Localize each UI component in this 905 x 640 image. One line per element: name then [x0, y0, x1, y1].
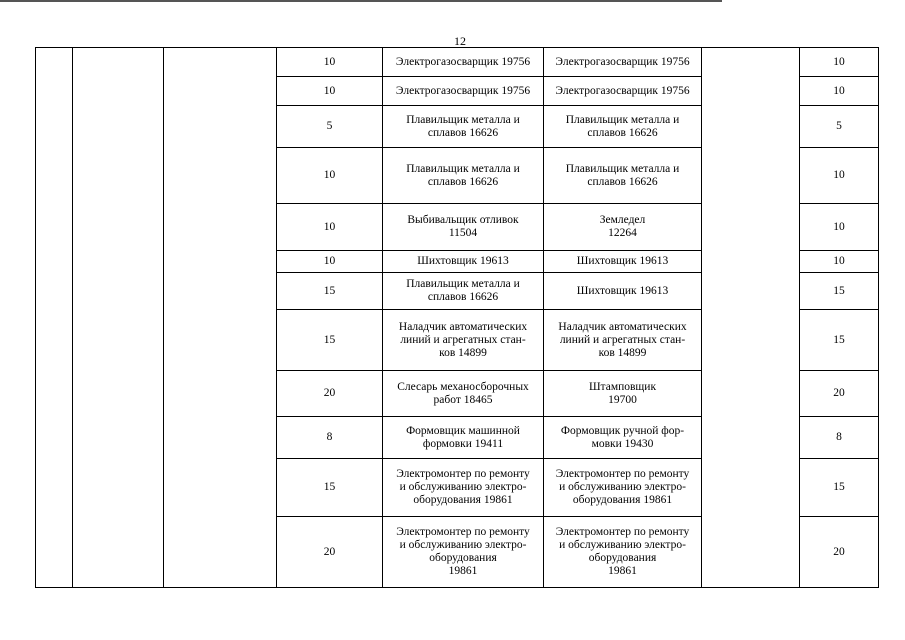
profession-to-cell: Плавильщик металла и сплавов 16626: [544, 148, 702, 204]
scan-top-edge-line: [0, 0, 722, 2]
table-body: [36, 48, 879, 588]
profession-to-cell: Плавильщик металла и сплавов 16626: [544, 106, 702, 148]
empty-merged-column-1: [36, 48, 73, 588]
quantity-right-cell: 10: [800, 251, 879, 273]
staffing-table: [35, 47, 879, 588]
quantity-cell: 10: [277, 251, 383, 273]
profession-from-cell: Плавильщик металла и сплавов 16626: [383, 106, 544, 148]
quantity-cell: 5: [277, 106, 383, 148]
profession-from-cell: Электрогазосварщик 19756: [383, 77, 544, 106]
table-row: [36, 48, 879, 77]
profession-to-cell: Наладчик автоматических линий и агрегатных стан- ков 14899: [544, 310, 702, 371]
profession-to-cell: Штамповщик 19700: [544, 371, 702, 417]
quantity-right-cell: 15: [800, 273, 879, 310]
profession-to-cell: Формовщик ручной фор- мовки 19430: [544, 417, 702, 459]
quantity-cell: 15: [277, 273, 383, 310]
quantity-cell: 20: [277, 517, 383, 588]
quantity-cell: 10: [277, 204, 383, 251]
profession-to-cell: Электромонтер по ремонту и обслуживанию электро- оборудования 19861: [544, 517, 702, 588]
empty-merged-column-3: [164, 48, 277, 588]
page-number: 12: [454, 34, 466, 48]
profession-from-cell: Выбивальщик отливок 11504: [383, 204, 544, 251]
quantity-right-cell: 10: [800, 77, 879, 106]
profession-from-cell: Плавильщик металла и сплавов 16626: [383, 273, 544, 310]
quantity-right-cell: 8: [800, 417, 879, 459]
quantity-cell: 10: [277, 48, 383, 77]
quantity-right-cell: 15: [800, 310, 879, 371]
profession-from-cell: Формовщик машинной формовки 19411: [383, 417, 544, 459]
profession-from-cell: Слесарь механосборочных работ 18465: [383, 371, 544, 417]
profession-from-cell: Электромонтер по ремонту и обслуживанию электро- оборудования 19861: [383, 459, 544, 517]
profession-to-cell: Шихтовщик 19613: [544, 273, 702, 310]
quantity-right-cell: 10: [800, 148, 879, 204]
profession-to-cell: Шихтовщик 19613: [544, 251, 702, 273]
quantity-right-cell: 20: [800, 517, 879, 588]
empty-merged-column-2: [73, 48, 164, 588]
quantity-cell: 8: [277, 417, 383, 459]
quantity-right-cell: 20: [800, 371, 879, 417]
quantity-cell: 20: [277, 371, 383, 417]
quantity-right-cell: 5: [800, 106, 879, 148]
profession-from-cell: Шихтовщик 19613: [383, 251, 544, 273]
quantity-right-cell: 10: [800, 204, 879, 251]
quantity-cell: 10: [277, 148, 383, 204]
profession-from-cell: Электромонтер по ремонту и обслуживанию электро- оборудования 19861: [383, 517, 544, 588]
quantity-cell: 10: [277, 77, 383, 106]
profession-to-cell: Электрогазосварщик 19756: [544, 48, 702, 77]
quantity-right-cell: 15: [800, 459, 879, 517]
profession-from-cell: Плавильщик металла и сплавов 16626: [383, 148, 544, 204]
profession-to-cell: Земледел 12264: [544, 204, 702, 251]
quantity-cell: 15: [277, 310, 383, 371]
profession-to-cell: Электромонтер по ремонту и обслуживанию электро- оборудования 19861: [544, 459, 702, 517]
profession-from-cell: Наладчик автоматических линий и агрегатных стан- ков 14899: [383, 310, 544, 371]
empty-merged-column-7: [702, 48, 800, 588]
quantity-cell: 15: [277, 459, 383, 517]
profession-from-cell: Электрогазосварщик 19756: [383, 48, 544, 77]
profession-to-cell: Электрогазосварщик 19756: [544, 77, 702, 106]
quantity-right-cell: 10: [800, 48, 879, 77]
